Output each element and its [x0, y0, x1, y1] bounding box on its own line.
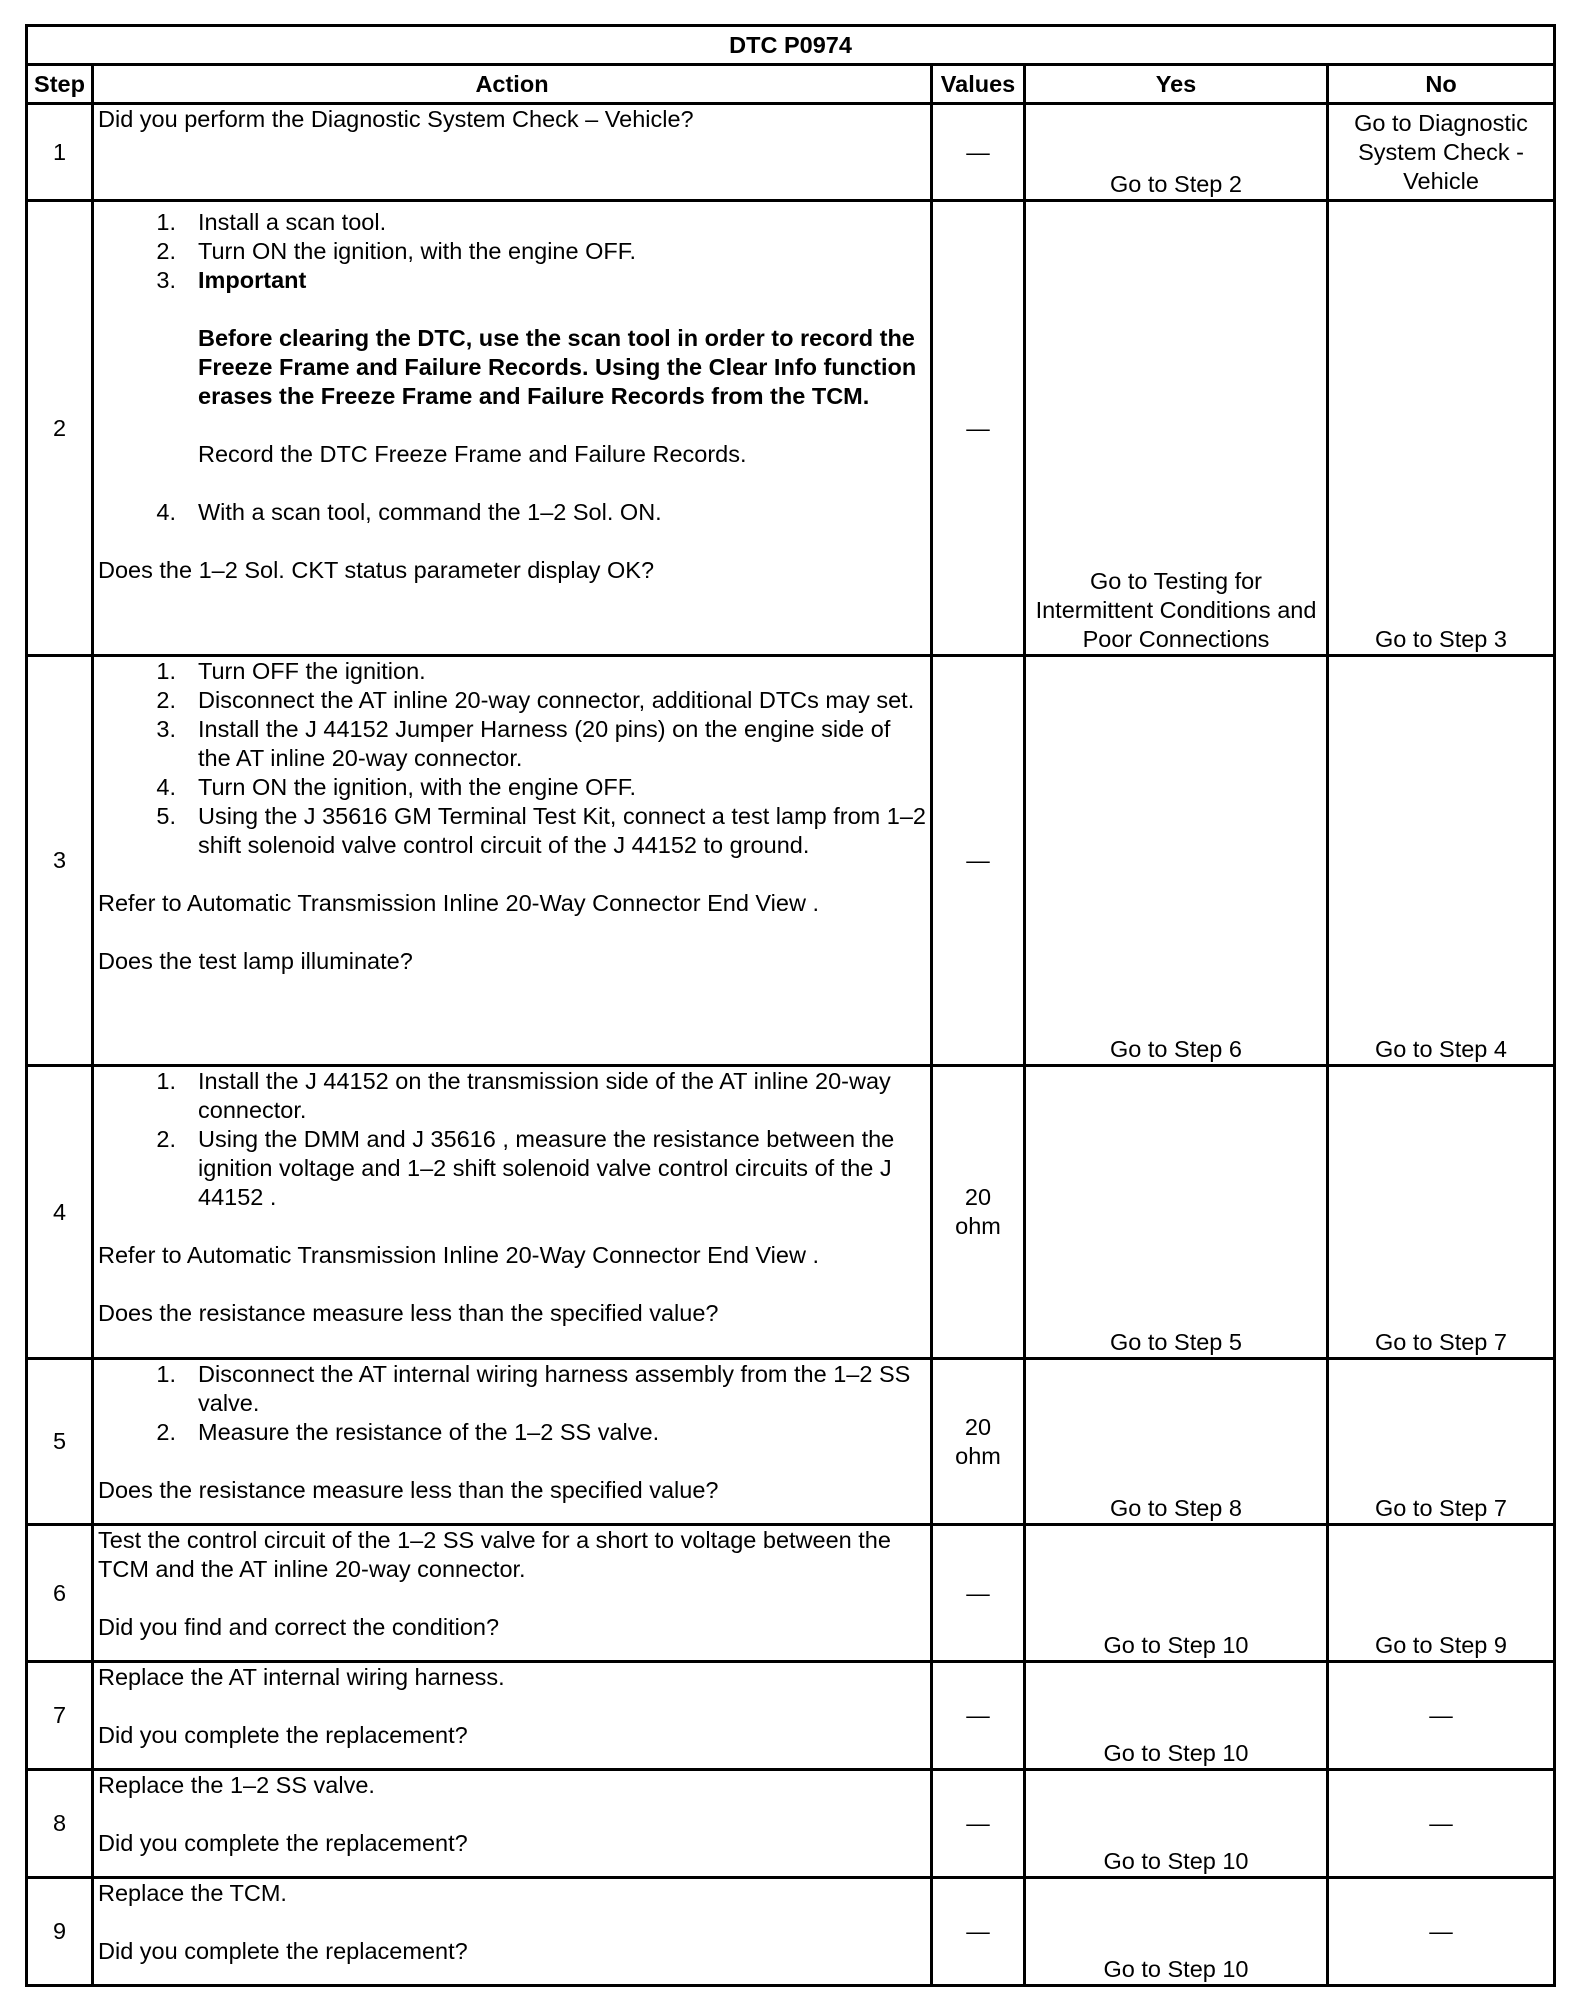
- values-cell: —: [932, 1770, 1025, 1878]
- no-cell: Go to Step 4: [1328, 656, 1555, 1066]
- action-step: 2. Using the DMM and J 35616 , measure the resistance between the ignition voltage and 1–2 shift solenoid valve control circuits of the J 44152 .: [156, 1126, 895, 1210]
- table-row: [27, 1878, 1555, 1986]
- action-steps: [98, 1067, 926, 1212]
- values-cell: —: [932, 104, 1025, 201]
- action-step: 3. Install the J 44152 Jumper Harness (20 pins) on the engine side of the AT inline 20-way connector.: [156, 716, 891, 771]
- step-number: 2: [27, 201, 93, 656]
- action-steps: [98, 1360, 926, 1447]
- action-step: 3. Important Before clearing the DTC, use the scan tool in order to record the Freeze Frame and Failure Records. Using the Clear Info function erases the Freeze Frame and Failure Records from the TCM. Record the DTC Freeze Frame and Failure Records.: [98, 266, 926, 498]
- yes-cell: Go to Step 6: [1025, 656, 1328, 1066]
- no-cell: —: [1328, 1878, 1555, 1986]
- yes-cell: Go to Step 10: [1025, 1770, 1328, 1878]
- step-number: 1: [27, 104, 93, 201]
- action-instruction: Replace the AT internal wiring harness.: [98, 1664, 505, 1690]
- important-label: Important: [198, 267, 307, 293]
- action-step: 4. With a scan tool, command the 1–2 Sol. ON.: [156, 499, 662, 525]
- header-no: No: [1328, 65, 1555, 104]
- action-step: 1. Turn OFF the ignition.: [156, 658, 426, 684]
- table-row: [27, 656, 1555, 1066]
- action-note: Record the DTC Freeze Frame and Failure Records.: [198, 441, 747, 467]
- header-values: Values: [932, 65, 1025, 104]
- values-cell: —: [932, 1525, 1025, 1662]
- action-question: Did you complete the replacement?: [98, 1830, 468, 1856]
- table-row: [27, 1662, 1555, 1770]
- no-cell: —: [1328, 1662, 1555, 1770]
- yes-cell: Go to Step 10: [1025, 1525, 1328, 1662]
- step-number: 3: [27, 656, 93, 1066]
- step-number: 7: [27, 1662, 93, 1770]
- action-cell: [93, 1662, 932, 1770]
- important-note: Before clearing the DTC, use the scan tool in order to record the Freeze Frame and Failure Records. Using the Clear Info function erases the Freeze Frame and Failure Records from the TCM.: [198, 325, 917, 409]
- action-instruction: Replace the TCM.: [98, 1880, 287, 1906]
- no-cell: —: [1328, 1770, 1555, 1878]
- step-number: 8: [27, 1770, 93, 1878]
- no-cell: Go to Step 3: [1328, 201, 1555, 656]
- values-cell: —: [932, 201, 1025, 656]
- action-steps: [98, 657, 926, 860]
- yes-cell: Go to Step 10: [1025, 1662, 1328, 1770]
- table-row: [27, 1525, 1555, 1662]
- no-cell: Go to Step 7: [1328, 1359, 1555, 1525]
- header-row: [27, 65, 1555, 104]
- action-cell: [93, 104, 932, 201]
- diagnostic-table: [25, 24, 1556, 1987]
- action-steps: [98, 208, 926, 527]
- action-step: 1. Install the J 44152 on the transmission side of the AT inline 20-way connector.: [156, 1068, 891, 1123]
- step-number: 9: [27, 1878, 93, 1986]
- step-number: 6: [27, 1525, 93, 1662]
- action-cell: [93, 201, 932, 656]
- action-step: 4. Turn ON the ignition, with the engine OFF.: [156, 774, 637, 800]
- table-row: [27, 1066, 1555, 1359]
- header-yes: Yes: [1025, 65, 1328, 104]
- action-cell: [93, 1359, 932, 1525]
- table-row: [27, 1359, 1555, 1525]
- action-step: 2. Disconnect the AT inline 20-way connector, additional DTCs may set.: [156, 687, 915, 713]
- action-step: 2. Turn ON the ignition, with the engine OFF.: [156, 238, 637, 264]
- table-row: [27, 1770, 1555, 1878]
- action-cell: [93, 1770, 932, 1878]
- values-cell: —: [932, 1662, 1025, 1770]
- values-cell: —: [932, 656, 1025, 1066]
- action-question: Did you find and correct the condition?: [98, 1614, 500, 1640]
- values-cell: —: [932, 1878, 1025, 1986]
- action-step: 5. Using the J 35616 GM Terminal Test Kit, connect a test lamp from 1–2 shift solenoid valve control circuit of the J 44152 to ground.: [156, 803, 926, 858]
- step-number: 4: [27, 1066, 93, 1359]
- action-cell: [93, 1066, 932, 1359]
- no-cell: Go to Diagnostic System Check - Vehicle: [1328, 104, 1555, 201]
- action-question: Does the 1–2 Sol. CKT status parameter display OK?: [98, 557, 655, 583]
- action-instruction: Test the control circuit of the 1–2 SS valve for a short to voltage between the TCM and the AT inline 20-way connector.: [98, 1527, 891, 1582]
- table-row: [27, 201, 1555, 656]
- header-step: Step: [27, 65, 93, 104]
- action-step: 1. Install a scan tool.: [156, 209, 387, 235]
- values-cell: 20 ohm: [932, 1359, 1025, 1525]
- action-question: Does the resistance measure less than the specified value?: [98, 1300, 719, 1326]
- header-action: Action: [93, 65, 932, 104]
- yes-cell: Go to Step 5: [1025, 1066, 1328, 1359]
- action-question: Did you complete the replacement?: [98, 1938, 468, 1964]
- table-row: [27, 104, 1555, 201]
- table-title: DTC P0974: [27, 26, 1555, 65]
- step-number: 5: [27, 1359, 93, 1525]
- action-reference: Refer to Automatic Transmission Inline 20-Way Connector End View .: [98, 890, 819, 916]
- action-question: Does the test lamp illuminate?: [98, 948, 413, 974]
- yes-cell: Go to Step 10: [1025, 1878, 1328, 1986]
- action-step: 1. Disconnect the AT internal wiring harness assembly from the 1–2 SS valve.: [156, 1361, 911, 1416]
- action-instruction: Replace the 1–2 SS valve.: [98, 1772, 375, 1798]
- action-cell: [93, 656, 932, 1066]
- yes-cell: Go to Step 8: [1025, 1359, 1328, 1525]
- action-question: Did you complete the replacement?: [98, 1722, 468, 1748]
- action-question: Did you perform the Diagnostic System Check – Vehicle?: [98, 106, 694, 132]
- values-cell: 20 ohm: [932, 1066, 1025, 1359]
- no-cell: Go to Step 9: [1328, 1525, 1555, 1662]
- no-cell: Go to Step 7: [1328, 1066, 1555, 1359]
- action-step: 2. Measure the resistance of the 1–2 SS valve.: [156, 1419, 660, 1445]
- action-question: Does the resistance measure less than the specified value?: [98, 1477, 719, 1503]
- yes-cell: Go to Testing for Intermittent Conditions and Poor Connections: [1025, 201, 1328, 656]
- action-cell: [93, 1525, 932, 1662]
- action-cell: [93, 1878, 932, 1986]
- yes-cell: Go to Step 2: [1025, 104, 1328, 201]
- action-reference: Refer to Automatic Transmission Inline 20-Way Connector End View .: [98, 1242, 819, 1268]
